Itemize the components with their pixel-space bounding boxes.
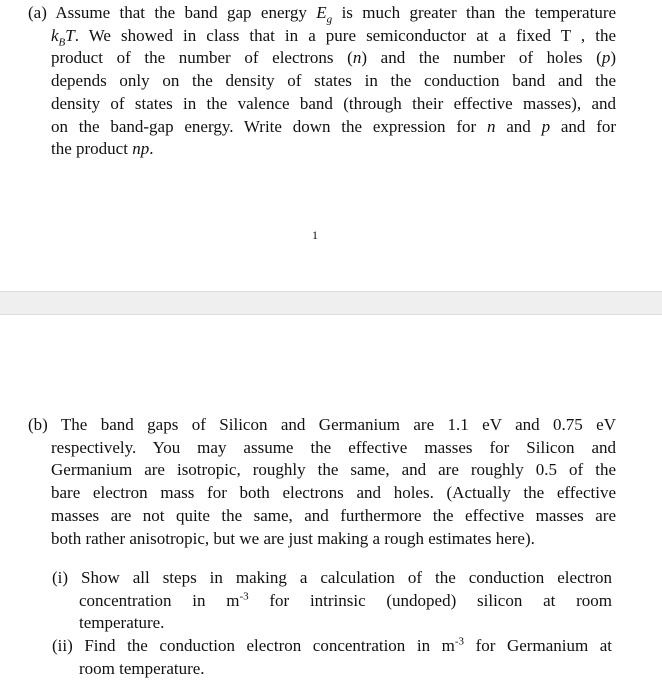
part-a-line-5: density of states in the valence band (through their effective masses), and bbox=[51, 93, 616, 113]
part-b-i-line-3: temperature. bbox=[79, 613, 165, 633]
part-b-ii-line-2: room temperature. bbox=[79, 658, 205, 678]
part-b-line-4: bare electron mass for both electrons and holes. (Actually the effective bbox=[51, 483, 616, 503]
part-a-line-1: (a) Assume that the band gap energy $E_g$ is much greater than the temperature bbox=[28, 3, 617, 26]
part-b-line-5: masses are not quite the same, and furthermore the effective masses are bbox=[51, 505, 616, 525]
part-a-line-2: $k_BT$. We showed in class that in a pure semiconductor at a fixed T , the bbox=[51, 25, 616, 49]
part-a-label: (a) bbox=[28, 3, 47, 22]
part-b-i-line-1: (i) Show all steps in making a calculation of the conduction electron bbox=[52, 568, 613, 587]
part-a-line-6: on the band-gap energy. Write down the expression for n and p and for bbox=[51, 116, 617, 136]
part-b-ii-paragraph bbox=[52, 635, 612, 680]
part-b-line-3: Germanium are isotropic, roughly the same, and are roughly 0.5 of the bbox=[51, 460, 616, 480]
part-b-paragraph bbox=[28, 414, 616, 550]
part-b-line-2: respectively. You may assume the effective masses for Silicon and bbox=[51, 437, 616, 457]
part-a-line-4: depends only on the density of states in the conduction band and the bbox=[51, 71, 616, 91]
part-b-i-paragraph bbox=[52, 567, 612, 635]
part-a-line-3: product of the number of electrons (n) and the number of holes (p) bbox=[51, 48, 616, 68]
band-gap-symbol: E bbox=[316, 3, 327, 22]
part-b-ii-line-1: (ii) Find the conduction electron concentration in $m^{-3}$ for Germanium at bbox=[52, 635, 613, 655]
page-number: 1 bbox=[312, 228, 318, 242]
part-a-paragraph bbox=[28, 2, 616, 161]
part-b-line-6: both rather anisotropic, but we are just making a rough estimates here). bbox=[51, 528, 535, 548]
part-a-line-7: the product np. bbox=[51, 139, 154, 159]
boltzmann-symbol: k bbox=[51, 25, 59, 45]
part-b-line-1: (b) The band gaps of Silicon and Germanium are 1.1 eV and 0.75 eV bbox=[28, 415, 616, 434]
part-b-i-line-2: concentration in $m^{-3}$ for intrinsic (undoped) silicon at room bbox=[79, 590, 612, 610]
page-divider bbox=[0, 291, 662, 315]
part-b-label: (b) bbox=[28, 415, 48, 434]
part-b-ii-label: (ii) bbox=[52, 636, 73, 655]
part-b-i-label: (i) bbox=[52, 568, 69, 587]
